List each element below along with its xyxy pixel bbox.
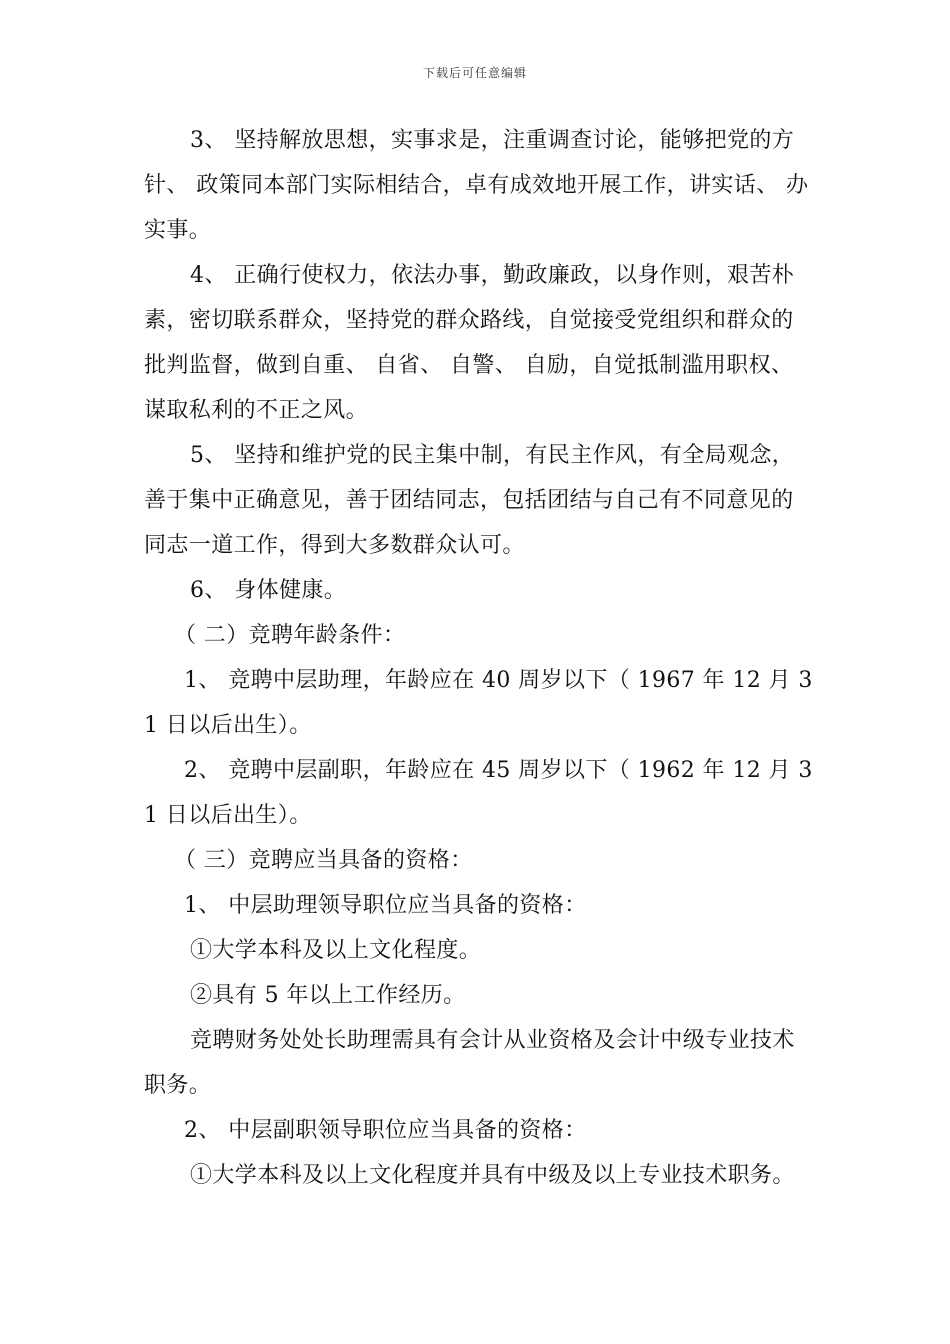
- paragraph-qualification-1: 1、 中层助理领导职位应当具备的资格：: [184, 893, 587, 918]
- paragraph-qualification-2-a: ①大学本科及以上文化程度并具有中级及以上专业技术职务。: [190, 1163, 795, 1188]
- paragraph-item-3: 3、 坚持解放思想，实事求是，注重调查讨论，能够把党的方针、 政策同本部门实际相结合，卓有成效地开展工作，讲实话、 办实事。: [144, 128, 809, 243]
- page-header: 下载后可任意编辑: [422, 66, 527, 80]
- paragraph-qualification-1-b: ②具有 5 年以上工作经历。: [190, 983, 466, 1008]
- paragraph-item-4: 4、 正确行使权力，依法办事，勤政廉政，以身作则，艰苦朴素，密切联系群众，坚持党的群众路线，自觉接受党组织和群众的批判监督，做到自重、 自省、 自警、 自励，自觉抵制滥用职权、 谋取私利的不正之风。: [144, 263, 795, 423]
- paragraph-finance-note: 竞聘财务处处长助理需具有会计从业资格及会计中级专业技术职务。: [144, 1028, 795, 1098]
- paragraph-item-6: 6、 身体健康。: [190, 578, 347, 603]
- paragraph-age-2: 2、 竞聘中层副职，年龄应在 45 周岁以下（ 1962 年 12 月 31 日以后出生）。: [144, 758, 813, 828]
- section-heading-age: （ 二）竞聘年龄条件：: [174, 623, 406, 648]
- section-heading-qualification: （ 三）竞聘应当具备的资格：: [174, 848, 473, 873]
- document-body: [144, 118, 814, 1198]
- paragraph-item-5: 5、 坚持和维护党的民主集中制，有民主作风，有全局观念，善于集中正确意见，善于团结同志，包括团结与自己有不同意见的同志一道工作，得到大多数群众认可。: [144, 443, 795, 558]
- paragraph-qualification-1-a: ①大学本科及以上文化程度。: [190, 938, 482, 963]
- paragraph-qualification-2: 2、 中层副职领导职位应当具备的资格：: [184, 1118, 587, 1143]
- paragraph-age-1: 1、 竞聘中层助理，年龄应在 40 周岁以下（ 1967 年 12 月 31 日以后出生）。: [144, 668, 813, 738]
